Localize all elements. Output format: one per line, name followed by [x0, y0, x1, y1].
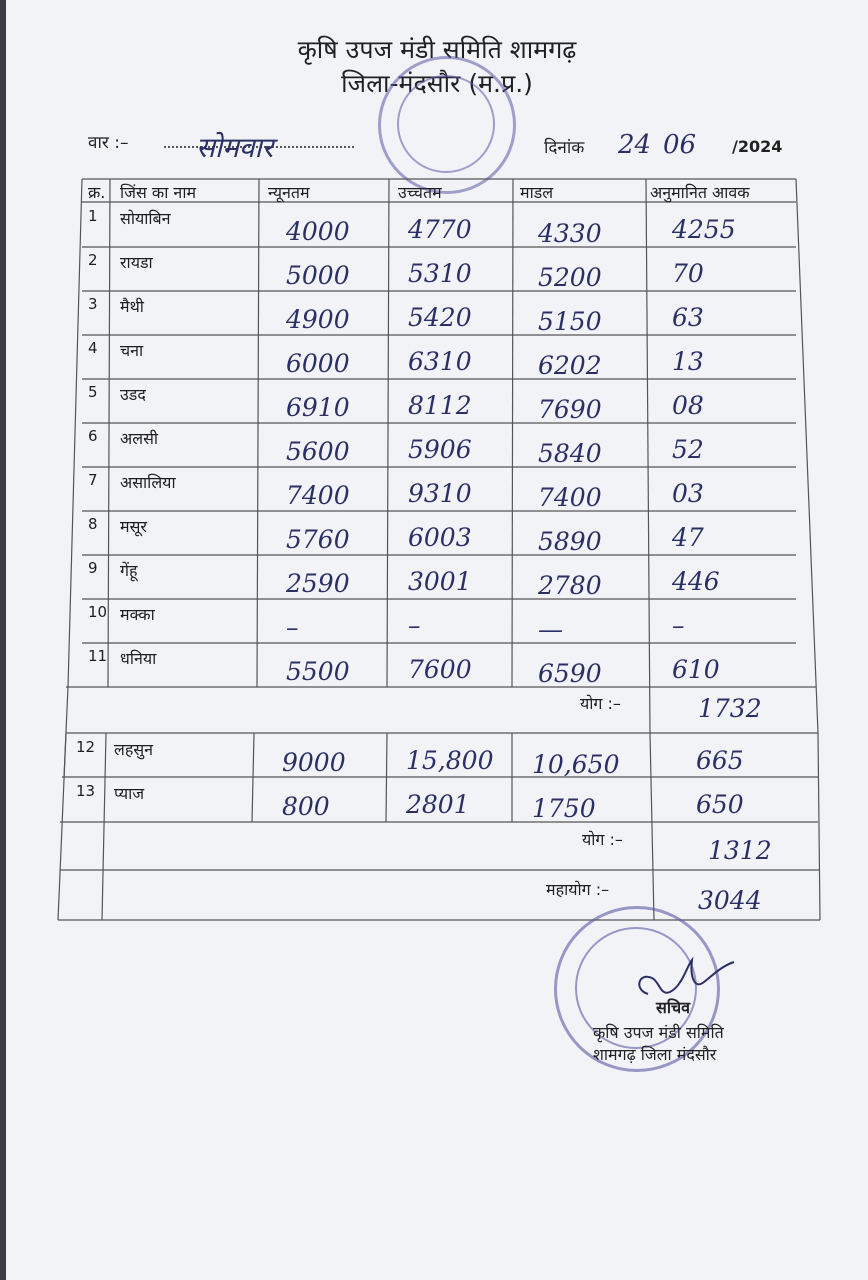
row-model-price: 2780 — [538, 571, 602, 600]
footer-line-1: कृषि उपज मंडी समिति — [593, 1023, 724, 1042]
row-serial: 1 — [88, 207, 98, 225]
day-label: वार :– — [88, 133, 129, 153]
row-model-price: 5150 — [538, 307, 602, 336]
row-arrival: 52 — [672, 435, 704, 464]
row-serial: 5 — [88, 383, 98, 401]
row-min-price: 9000 — [282, 748, 346, 777]
row-min-price: 6910 — [286, 393, 350, 422]
row-model-price: 5890 — [538, 527, 602, 556]
row-commodity: प्याज — [114, 784, 145, 803]
row-commodity: लहसुन — [114, 740, 154, 759]
header-commodity: जिंस का नाम — [120, 183, 197, 202]
row-max-price: 4770 — [408, 215, 472, 244]
row-commodity: मसूर — [120, 517, 147, 536]
row-max-price: 8112 — [408, 391, 472, 420]
row-min-price: 800 — [282, 792, 330, 821]
row-arrival: 650 — [696, 790, 744, 819]
row-serial: 9 — [88, 559, 98, 577]
row-model-price: 7690 — [538, 395, 602, 424]
date-day: 24 — [618, 130, 652, 160]
header-serial: क्र. — [88, 183, 106, 202]
row-arrival: 4255 — [672, 215, 736, 244]
row-arrival: 63 — [672, 303, 704, 332]
row-min-price: 7400 — [286, 481, 350, 510]
row-max-price: 7600 — [408, 655, 472, 684]
date-year: /2024 — [732, 137, 783, 156]
signature-block — [593, 1022, 724, 1066]
row-arrival: 70 — [672, 259, 704, 288]
row-model-price: 6590 — [538, 659, 602, 688]
row-model-price: 1750 — [532, 794, 596, 823]
row-serial: 6 — [88, 427, 98, 445]
row-model-price: 7400 — [538, 483, 602, 512]
subtotal-1-label: योग :– — [580, 694, 621, 713]
document-sheet — [6, 0, 868, 1280]
row-model-price: 6202 — [538, 351, 602, 380]
row-model-price: 10,650 — [532, 750, 620, 779]
row-serial: 7 — [88, 471, 98, 489]
row-arrival: 610 — [672, 655, 720, 684]
row-commodity: अलसी — [120, 429, 159, 448]
row-min-price: – — [286, 613, 299, 642]
grand-total-value: 3044 — [698, 886, 762, 915]
row-arrival: 446 — [672, 567, 720, 596]
row-min-price: 5000 — [286, 261, 350, 290]
date-label: दिनांक — [544, 138, 585, 158]
row-commodity: असालिया — [120, 473, 176, 492]
subtotal-2-value: 1312 — [708, 836, 772, 865]
row-arrival: 03 — [672, 479, 704, 508]
row-serial: 4 — [88, 339, 98, 357]
subtotal-1-value: 1732 — [698, 694, 762, 723]
row-commodity: मक्का — [120, 605, 155, 624]
row-serial: 11 — [88, 647, 108, 665]
row-commodity: मैथी — [120, 297, 144, 316]
row-max-price: 9310 — [408, 479, 472, 508]
row-min-price: 5600 — [286, 437, 350, 466]
row-arrival: 08 — [672, 391, 704, 420]
row-serial: 3 — [88, 295, 98, 313]
row-min-price: 5500 — [286, 657, 350, 686]
row-arrival: 13 — [672, 347, 704, 376]
row-min-price: 4000 — [286, 217, 350, 246]
row-arrival: – — [672, 611, 685, 640]
row-model-price: 5200 — [538, 263, 602, 292]
row-max-price: 5906 — [408, 435, 472, 464]
row-min-price: 5760 — [286, 525, 350, 554]
row-arrival: 47 — [672, 523, 704, 552]
day-value: सोमवार — [196, 131, 274, 164]
row-serial: 10 — [88, 603, 108, 621]
row-max-price: 2801 — [406, 790, 470, 819]
row-serial: 2 — [88, 251, 98, 269]
row-commodity: उडद — [120, 385, 146, 404]
row-model-price: 5840 — [538, 439, 602, 468]
row-min-price: 2590 — [286, 569, 350, 598]
header-model: माडल — [520, 183, 554, 202]
row-min-price: 4900 — [286, 305, 350, 334]
row-max-price: 3001 — [408, 567, 472, 596]
header-max: उच्चतम — [398, 183, 442, 202]
row-commodity: गेंहू — [120, 561, 138, 580]
row-serial: 13 — [76, 782, 96, 800]
row-model-price: 4330 — [538, 219, 602, 248]
header-line-2: जिला-मंदसौर (म.प्र.) — [341, 69, 533, 98]
row-max-price: 15,800 — [406, 746, 494, 775]
row-arrival: 665 — [696, 746, 744, 775]
row-serial: 12 — [76, 738, 96, 756]
row-max-price: 5420 — [408, 303, 472, 332]
row-commodity: धनिया — [120, 649, 157, 668]
footer-line-2: शामगढ़ जिला मंदसौर — [593, 1045, 717, 1064]
date-month: 06 — [663, 130, 697, 160]
row-serial: 8 — [88, 515, 98, 533]
row-max-price: 6310 — [408, 347, 472, 376]
secretary-title: सचिव — [656, 998, 691, 1017]
header-line-1: कृषि उपज मंडी समिति शामगढ़ — [297, 35, 577, 64]
row-commodity: चना — [120, 341, 144, 360]
subtotal-2-label: योग :– — [582, 830, 623, 849]
row-commodity: सोयाबिन — [120, 209, 171, 228]
header-arrival: अनुमानित आवक — [650, 183, 750, 202]
row-commodity: रायडा — [120, 253, 153, 272]
row-model-price: — — [538, 615, 563, 644]
grand-total-label: महायोग :– — [546, 880, 610, 899]
row-max-price: 5310 — [408, 259, 472, 288]
row-max-price: – — [408, 611, 421, 640]
row-max-price: 6003 — [408, 523, 472, 552]
row-min-price: 6000 — [286, 349, 350, 378]
header-min: न्यूनतम — [268, 183, 310, 202]
